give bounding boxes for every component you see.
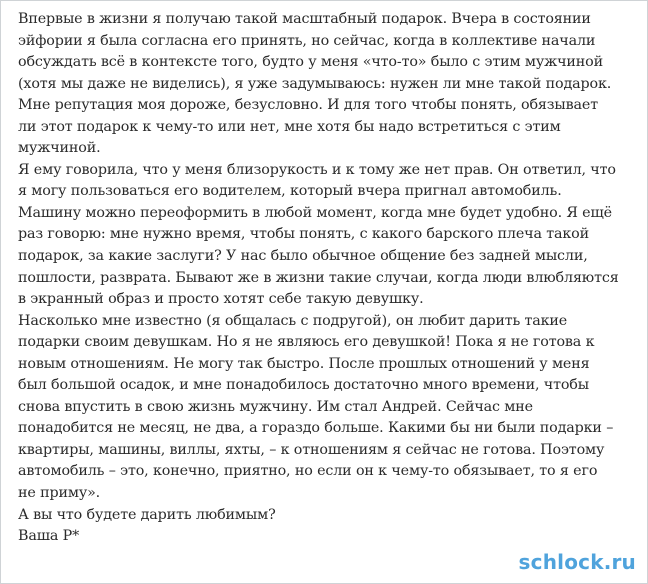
article-line: ли этот подарок к чему-то или нет, мне хотя бы надо встретиться с этим (18, 118, 561, 135)
article-line: Мне репутация моя дороже, безусловно. И для того чтобы понять, обязывает (18, 97, 599, 114)
article-line: в экранный образ и просто хотят себе такую девушку. (18, 291, 424, 308)
article-line: автомобиль – это, конечно, приятно, но если он к чему-то обязывает, то я его (18, 463, 598, 480)
article-line: подарки своим девушкам. Но я не являюсь его девушкой! Пока я не готова к (18, 334, 595, 351)
article-line: подарок, за какие заслуги? У нас было обычное общение без задней мысли, (18, 248, 588, 265)
article-line: понадобится не месяц, не два, а гораздо больше. Какими бы ни были подарки – (18, 420, 614, 437)
article-line: Я ему говорила, что у меня близорукость и к тому же нет прав. Он ответил, что (18, 161, 616, 178)
article-line: новым отношениям. Не могу так быстро. После прошлых отношений у меня (18, 355, 590, 372)
article-line: А вы что будете дарить любимым? (18, 506, 276, 523)
article-line: обсуждать всё в контексте того, будто у меня «что-то» было с этим мужчиной (18, 54, 603, 71)
article-line: квартиры, машины, виллы, яхты, – к отношениям я сейчас не готова. Поэтому (18, 441, 605, 458)
article-line: не приму». (18, 485, 101, 502)
article-line: Машину можно переоформить в любой момент, когда мне будет удобно. Я ещё (18, 204, 612, 221)
article-line: раз говорю: мне нужно время, чтобы понять, с какого барского плеча такой (18, 226, 589, 243)
article-line: мужчиной. (18, 140, 101, 157)
article-line: Насколько мне известно (я общалась с подругой), он любит дарить такие (18, 312, 568, 329)
article-line: Впервые в жизни я получаю такой масштабный подарок. Вчера в состоянии (18, 11, 591, 27)
article-line: я могу пользоваться его водителем, который вчера пригнал автомобиль. (18, 183, 562, 200)
site-watermark: schlock.ru (518, 550, 636, 574)
article-line: (хотя мы даже не виделись), я уже задумываюсь: нужен ли мне такой подарок. (18, 75, 612, 92)
article-line: был большой осадок, и мне понадобилось достаточно много времени, чтобы (18, 377, 589, 394)
article-line: Ваша Р* (18, 528, 80, 545)
article-line: эйфории я была согласна его принять, но сейчас, когда в коллективе начали (18, 32, 596, 49)
article-line: пошлости, разврата. Бывают же в жизни такие случаи, когда люди влюбляются (18, 269, 619, 286)
article-text (18, 9, 628, 548)
article-line: снова впустить в свою жизнь мужчину. Им стал Андрей. Сейчас мне (18, 398, 533, 415)
